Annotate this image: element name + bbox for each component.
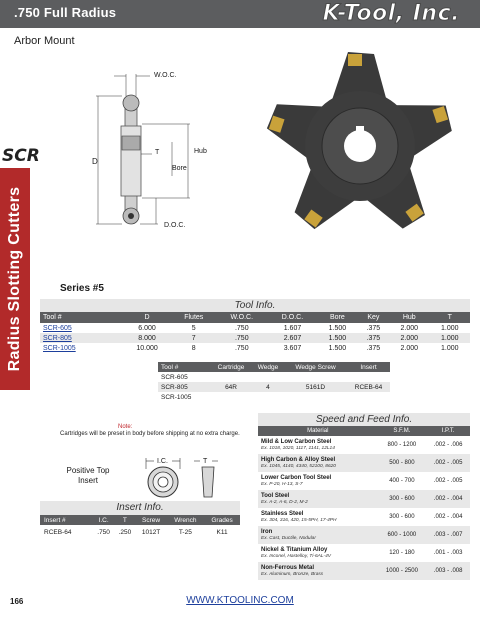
tool-info-col-header: Key (358, 312, 389, 323)
tool-info-cell: 8 (191, 344, 196, 352)
speed-feed-table (258, 426, 470, 580)
hub-label: Hub (194, 148, 207, 155)
tool-info-cell: 10.000 (136, 344, 158, 352)
insert-type-label (58, 466, 118, 486)
cartridge-cell (210, 372, 252, 382)
page-title: .750 Full Radius (14, 5, 117, 20)
insert-type-line1: Positive Top (66, 466, 110, 475)
insert-info-cell: K11 (216, 528, 228, 536)
tool-info-cell: .375 (366, 344, 381, 352)
tool-info-col-header: W.O.C. (216, 312, 268, 323)
cartridge-cell (284, 372, 347, 382)
tool-info-cell: 1.500 (328, 324, 347, 332)
speed-feed-row (258, 436, 470, 454)
tool-info-cell: .375 (358, 333, 389, 343)
cartridge-cell (252, 392, 284, 402)
tool-info-tool-link[interactable]: SCR-1005 (43, 344, 76, 352)
t-dim-label: T (203, 458, 208, 465)
ipt-cell: .002 - .005 (426, 454, 470, 472)
tool-info-col-header: Hub (389, 312, 429, 323)
ic-label: I.C. (157, 458, 168, 465)
cartridge-row (158, 372, 390, 382)
speed-feed-row (258, 490, 470, 508)
material-name: Nickel & Titanium Alloy (261, 546, 328, 553)
ipt-cell: .002 - .004 (433, 514, 463, 520)
note-text: Cartridges will be preset in body before shipping at no extra charge. (60, 431, 240, 437)
tool-info-col-header: Bore (317, 312, 357, 323)
tool-info-cell: 8.000 (122, 333, 171, 343)
cartridge-cell: SCR-605 (161, 373, 188, 381)
material-cell (258, 490, 378, 508)
tool-info-cell: 1.500 (328, 344, 347, 352)
bore-label: Bore (172, 165, 187, 172)
insert-info-cell: 1012T (141, 528, 161, 536)
ipt-cell: .003 - .007 (426, 526, 470, 544)
cartridge-cell: SCR-1005 (161, 393, 192, 401)
material-example: Ex. Aluminum, Bronze, Brass (261, 571, 324, 577)
cartridge-cell: RCEB-64 (347, 382, 390, 392)
tool-info-cell: 1.000 (440, 324, 459, 332)
insert-tip (348, 54, 362, 66)
sfm-cell: 300 - 600 (378, 490, 427, 508)
material-name: Stainless Steel (261, 510, 304, 517)
tool-info-cell: 1.607 (283, 324, 302, 332)
ipt-cell: .002 - .006 (433, 442, 463, 448)
speed-feed-col-header: I.P.T. (426, 426, 470, 436)
insert-info-cell: .750 (97, 528, 110, 536)
cutter-section-diagram (84, 66, 234, 256)
series-code: SCR (2, 146, 40, 166)
page-subtitle: Arbor Mount (14, 35, 75, 47)
speed-feed-col-header: Material (258, 426, 378, 436)
insert-info-col-header: Screw (136, 515, 167, 525)
cartridge-cell (252, 372, 284, 382)
tool-info-cell: 5 (191, 324, 196, 332)
speed-feed-row (258, 562, 470, 580)
speed-feed-row (258, 526, 470, 544)
tool-info-cell: 7 (172, 333, 216, 343)
tool-info-col-header: D.O.C. (268, 312, 317, 323)
insert-info-row (40, 525, 240, 539)
cartridge-cell: 64R (210, 382, 252, 392)
ipt-cell: .002 - .004 (426, 490, 470, 508)
material-name: Lower Carbon Tool Steel (261, 474, 332, 481)
category-label: Radius Slotting Cutters (6, 186, 23, 372)
tool-info-row (40, 343, 470, 353)
material-cell (258, 562, 378, 580)
insert-info-col-header: Wrench (167, 515, 205, 525)
material-example: Ex. Inconel, Hastelloy, Ti-6AL-4V (261, 553, 331, 559)
tool-info-cell: .750 (234, 344, 249, 352)
cartridge-cell (210, 392, 252, 402)
speed-feed-row (258, 472, 470, 490)
tool-info-tool-link[interactable]: SCR-605 (43, 324, 72, 332)
material-example: Ex. 1018, 1020, 1117, 1141, 12L14 (261, 445, 335, 451)
material-example: Ex. 1045, 4140, 4340, 52100, 8620 (261, 463, 336, 469)
tool-info-row (40, 333, 470, 343)
cartridge-col-header: Insert (347, 362, 390, 372)
d-label: D (92, 157, 98, 166)
tool-info-row (40, 323, 470, 333)
cartridge-cell: SCR-805 (158, 382, 210, 392)
ipt-cell: .001 - .003 (433, 550, 463, 556)
sfm-cell: 300 - 600 (389, 514, 415, 520)
material-example: Ex. 304, 316, 420, 15-5PH, 17-4PH (261, 517, 337, 523)
insert-info-caption: Insert Info. (40, 501, 240, 515)
cartridge-cell: 4 (252, 382, 284, 392)
tool-info-cell: 2.000 (400, 324, 419, 332)
cartridge-row (158, 382, 390, 392)
insert-info-table (40, 515, 240, 539)
material-example: Ex. P-20, H-13, S-7 (261, 481, 303, 487)
insert-info-col-header: I.C. (93, 515, 114, 525)
speed-feed-row (258, 508, 470, 526)
tool-info-cell: 2.000 (400, 344, 419, 352)
cartridge-col-header: Tool # (158, 362, 210, 372)
insert-type-line2: Insert (77, 476, 98, 485)
insert-diagram (138, 455, 238, 499)
material-name: Mild & Low Carbon Steel (261, 438, 332, 445)
material-cell (258, 508, 378, 526)
material-cell (258, 454, 378, 472)
sfm-cell: 800 - 1200 (387, 442, 417, 448)
insert-info-cell: RCEB-64 (44, 528, 72, 536)
cartridge-row (158, 392, 390, 402)
brand-logo: K-Tool, Inc. (322, 1, 460, 26)
tool-info-col-header: Flutes (172, 312, 216, 323)
material-example: Ex. A-2, A-6, D-2, M-2 (261, 499, 308, 505)
material-name: High Carbon & Alloy Steel (261, 456, 336, 463)
series-label: Series #5 (60, 283, 104, 294)
cartridge-cell (347, 392, 390, 402)
cartridge-cell (284, 392, 347, 402)
ipt-cell: .003 - .008 (426, 562, 470, 580)
sfm-cell: 1000 - 2500 (378, 562, 427, 580)
t-label: T (155, 149, 160, 156)
insert-info-cell: T-25 (178, 528, 192, 536)
page-number: 166 (10, 597, 24, 606)
tool-info-cell: .750 (216, 333, 268, 343)
tool-info-cell: .750 (234, 324, 249, 332)
ipt-cell: .002 - .005 (433, 478, 463, 484)
insert-info-cell: .250 (118, 528, 132, 536)
note-label: Note: (118, 424, 133, 430)
speed-feed-row (258, 454, 470, 472)
tool-info-tool-link[interactable]: SCR-805 (40, 333, 122, 343)
sfm-cell: 120 - 180 (389, 550, 415, 556)
material-name: Iron (261, 528, 273, 535)
speed-feed-row (258, 544, 470, 562)
tool-info-caption: Tool Info. (40, 299, 470, 312)
woc-label: W.O.C. (154, 72, 177, 79)
cartridge-cell (347, 372, 390, 382)
sfm-cell: 500 - 800 (378, 454, 427, 472)
tool-info-cell: 3.607 (283, 344, 302, 352)
cartridge-cell: 5161D (284, 382, 347, 392)
tool-info-cell: 6.000 (138, 324, 156, 332)
tool-info-cell: .375 (366, 324, 381, 332)
cartridge-col-header: Cartridge (210, 362, 252, 372)
tool-info-cell: 2.607 (268, 333, 317, 343)
tool-info-cell: 1.000 (430, 333, 470, 343)
cartridge-col-header: Wedge (252, 362, 284, 372)
insert-info-col-header: T (114, 515, 135, 525)
speed-feed-col-header: S.F.M. (378, 426, 427, 436)
material-cell (258, 544, 378, 562)
cartridge-col-header: Wedge Screw (284, 362, 347, 372)
speed-feed-caption: Speed and Feed Info. (258, 413, 470, 426)
tool-info-table (40, 312, 470, 353)
doc-label: D.O.C. (164, 222, 186, 229)
tool-info-col-header: Tool # (40, 312, 122, 323)
cutter-product-image (260, 46, 460, 246)
tool-info-cell: 1.500 (317, 333, 357, 343)
cartridge-table (158, 362, 390, 402)
material-cell (258, 436, 378, 454)
material-cell (258, 526, 378, 544)
tool-info-col-header: D (122, 312, 171, 323)
website-link[interactable]: WWW.KTOOLINC.COM (186, 595, 294, 606)
tool-info-cell: 1.000 (440, 344, 459, 352)
material-name: Non-Ferrous Metal (261, 564, 315, 571)
tool-info-cell: 2.000 (389, 333, 429, 343)
sfm-cell: 400 - 700 (389, 478, 415, 484)
material-name: Tool Steel (261, 492, 290, 499)
sfm-cell: 600 - 1000 (378, 526, 427, 544)
material-example: Ex. Cast, Ductile, Nodular (261, 535, 316, 541)
insert-info-col-header: Insert # (40, 515, 93, 525)
insert-info-col-header: Grades (204, 515, 240, 525)
material-cell (258, 472, 378, 490)
tool-info-col-header: T (430, 312, 470, 323)
